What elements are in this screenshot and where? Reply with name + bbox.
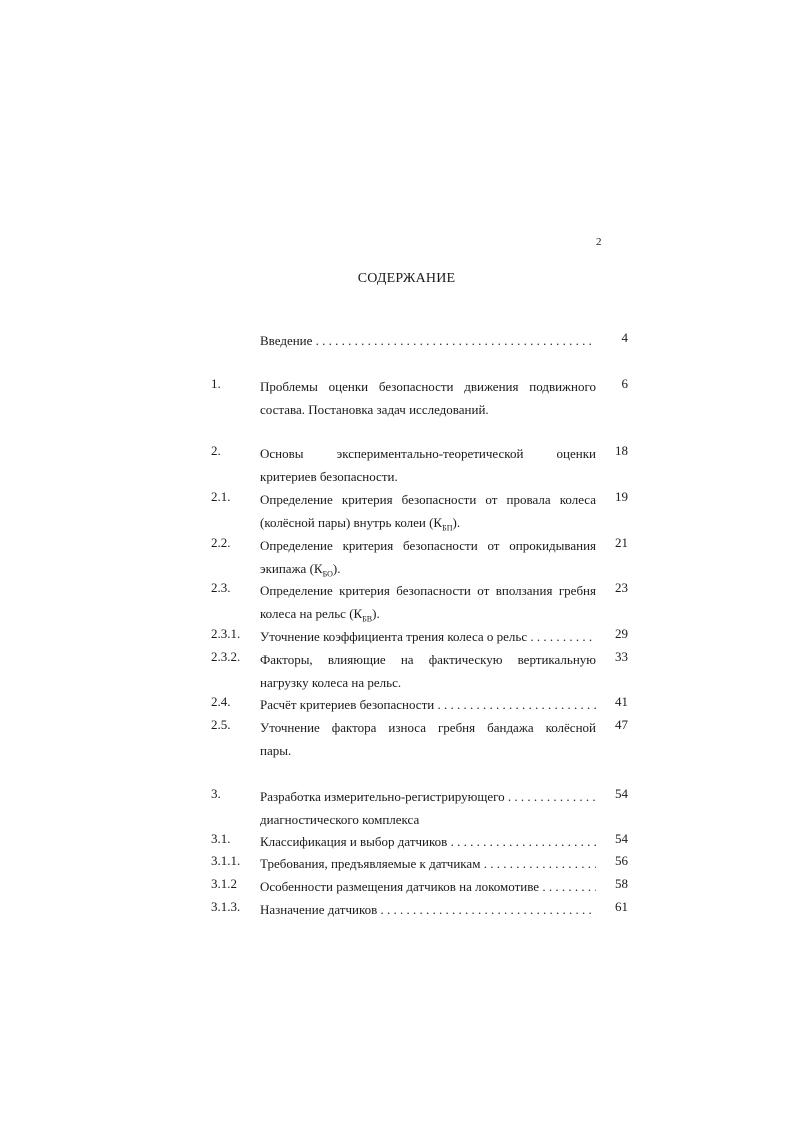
toc-entry-text: Определение критерия безопасности от провала колеса: [260, 492, 596, 507]
toc-entry-number: 2.1.: [211, 489, 231, 504]
toc-entry-text: (колёсной пары) внутрь колеи (К: [260, 514, 443, 530]
toc-entry-page: 4: [621, 330, 628, 345]
toc-entry-number: 2.3.1.: [211, 626, 241, 641]
toc-entry-text: экипажа (К: [260, 560, 323, 576]
toc-entry-number: 3.1.1.: [211, 853, 241, 868]
toc-entry-text: диагностического комплекса: [260, 811, 420, 827]
toc-entry-text: Основы экспериментально-теоретической оценки: [260, 446, 596, 461]
toc-entry-page: 56: [615, 853, 628, 868]
toc-entry-text: Определение критерия безопасности от опрокидывания: [260, 538, 596, 553]
toc-entry-page: 47: [615, 717, 628, 732]
toc-entry-number: 3.1.: [211, 831, 231, 846]
toc-entry-number: 2.5.: [211, 717, 231, 732]
toc-entry-text: Уточнение коэффициента трения колеса о рельс . . .: [260, 626, 596, 649]
toc-entry-text: Классификация и выбор датчиков . . .: [260, 831, 596, 854]
toc-entry-text: Введение . . .: [260, 330, 596, 353]
toc-entry-number: 2.3.: [211, 580, 231, 595]
toc-entry-page: 41: [615, 694, 628, 709]
toc-entry-text: пары.: [260, 742, 292, 758]
toc-entry-text: Требования, предъявляемые к датчикам . . .: [260, 853, 596, 876]
toc-entry-page: 54: [615, 831, 628, 846]
toc-entry-page: 58: [615, 876, 628, 891]
toc-entry-text: Факторы, влияющие на фактическую вертикальную: [260, 652, 596, 667]
toc-entry-page: 54: [615, 786, 628, 801]
toc-entry-text: ).: [452, 514, 461, 530]
toc-entry-page: 21: [615, 535, 628, 550]
toc-entry-text: Особенности размещения датчиков на локомотиве . . .: [260, 876, 596, 899]
toc-entry-number: 3.1.2: [211, 876, 237, 891]
toc-entry-number: 2.: [211, 443, 221, 458]
toc-entry-number: 2.3.2.: [211, 649, 241, 664]
toc-entry-text: критериев безопасности.: [260, 468, 398, 484]
toc-entry-text: Назначение датчиков . . .: [260, 899, 596, 922]
toc-entry-text: ).: [332, 560, 341, 576]
toc-entry-number: 3.: [211, 786, 221, 801]
toc-entry-text: Определение критерия безопасности от вползания гребня: [260, 583, 596, 598]
toc-entry-page: 6: [621, 376, 628, 391]
toc-entry-page: 61: [615, 899, 628, 914]
subscript: БП: [442, 523, 453, 533]
toc-entry-text: нагрузку колеса на рельс.: [260, 674, 402, 690]
toc-entry-page: 33: [615, 649, 628, 664]
toc-entry-number: 2.4.: [211, 694, 231, 709]
toc-entry-text: Расчёт критериев безопасности . . .: [260, 694, 596, 717]
toc-entry-page: 19: [615, 489, 628, 504]
toc-entry-page: 29: [615, 626, 628, 641]
toc-entry-text: Разработка измерительно-регистрирующего . . .: [260, 786, 596, 809]
toc-title: СОДЕРЖАНИЕ: [357, 271, 456, 286]
toc-entry-text: Уточнение фактора износа гребня бандажа колёсной: [260, 720, 596, 735]
toc-entry-page: 23: [615, 580, 628, 595]
toc-entry-page: 18: [615, 443, 628, 458]
subscript: БО: [322, 569, 333, 579]
toc-entry-text: Проблемы оценки безопасности движения подвижного: [260, 379, 596, 394]
toc-entry-number: 3.1.3.: [211, 899, 241, 914]
toc-entry-text: состава. Постановка задач исследований.: [260, 401, 489, 417]
toc-entry-text: колеса на рельс (К: [260, 605, 363, 621]
subscript: БВ: [362, 614, 373, 624]
page-number: 2: [596, 236, 602, 248]
toc-entry-number: 1.: [211, 376, 221, 391]
toc-entry-text: ).: [372, 605, 380, 621]
toc-entry-number: 2.2.: [211, 535, 231, 550]
